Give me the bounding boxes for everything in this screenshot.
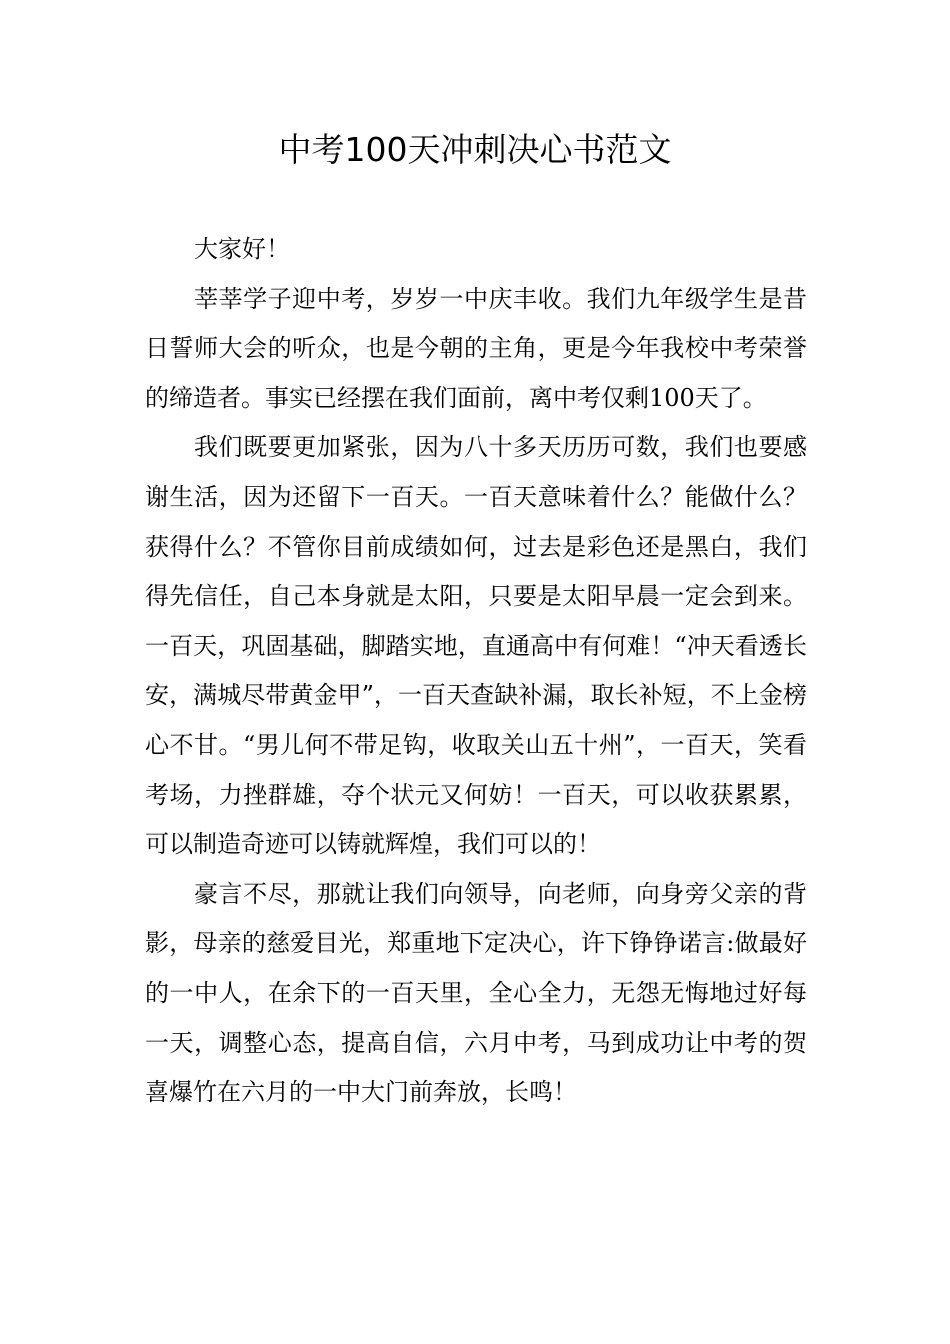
document-title: 中考100天冲刺决心书范文 [278,130,672,169]
paragraph-closing: 豪言不尽，那就让我们向领导，向老师，向身旁父亲的背影，母亲的慈爱目光，郑重地下定决心，许下铮铮诺言:做最好的一中人，在余下的一百天里，全心全力，无怨无悔地过好每一天，调整心态，提高自信，六月中考，马到成功让中考的贺喜爆竹在六月的一中大门前奔放，长鸣！ [145,879,807,1107]
paragraph-main: 我们既要更加紧张，因为八十多天历历可数，我们也要感谢生活，因为还留下一百天。一百天意味着什么？能做什么？获得什么？不管你目前成绩如何，过去是彩色还是黑白，我们得先信任，自己本身就是太阳，只要是太阳早晨一定会到来。一百天，巩固基础，脚踏实地，直通高中有何难！“冲天看透长安，满城尽带黄金甲”，一百天查缺补漏，取长补短，不上金榜心不甘。“男儿何不带足钩，收取关山五十州”，一百天，笑看考场，力挫群雄，夺个状元又何妨！一百天，可以收获累累，可以制造奇迹可以铸就辉煌，我们可以的！ [145,433,807,859]
document-body [145,225,807,1118]
paragraph-intro: 莘莘学子迎中考，岁岁一中庆丰收。我们九年级学生是昔日誓师大会的听众，也是今朝的主角，更是今年我校中考荣誉的缔造者。事实已经摆在我们面前，离中考仅剩100天了。 [145,284,807,412]
paragraph-greeting: 大家好！ [194,235,290,263]
